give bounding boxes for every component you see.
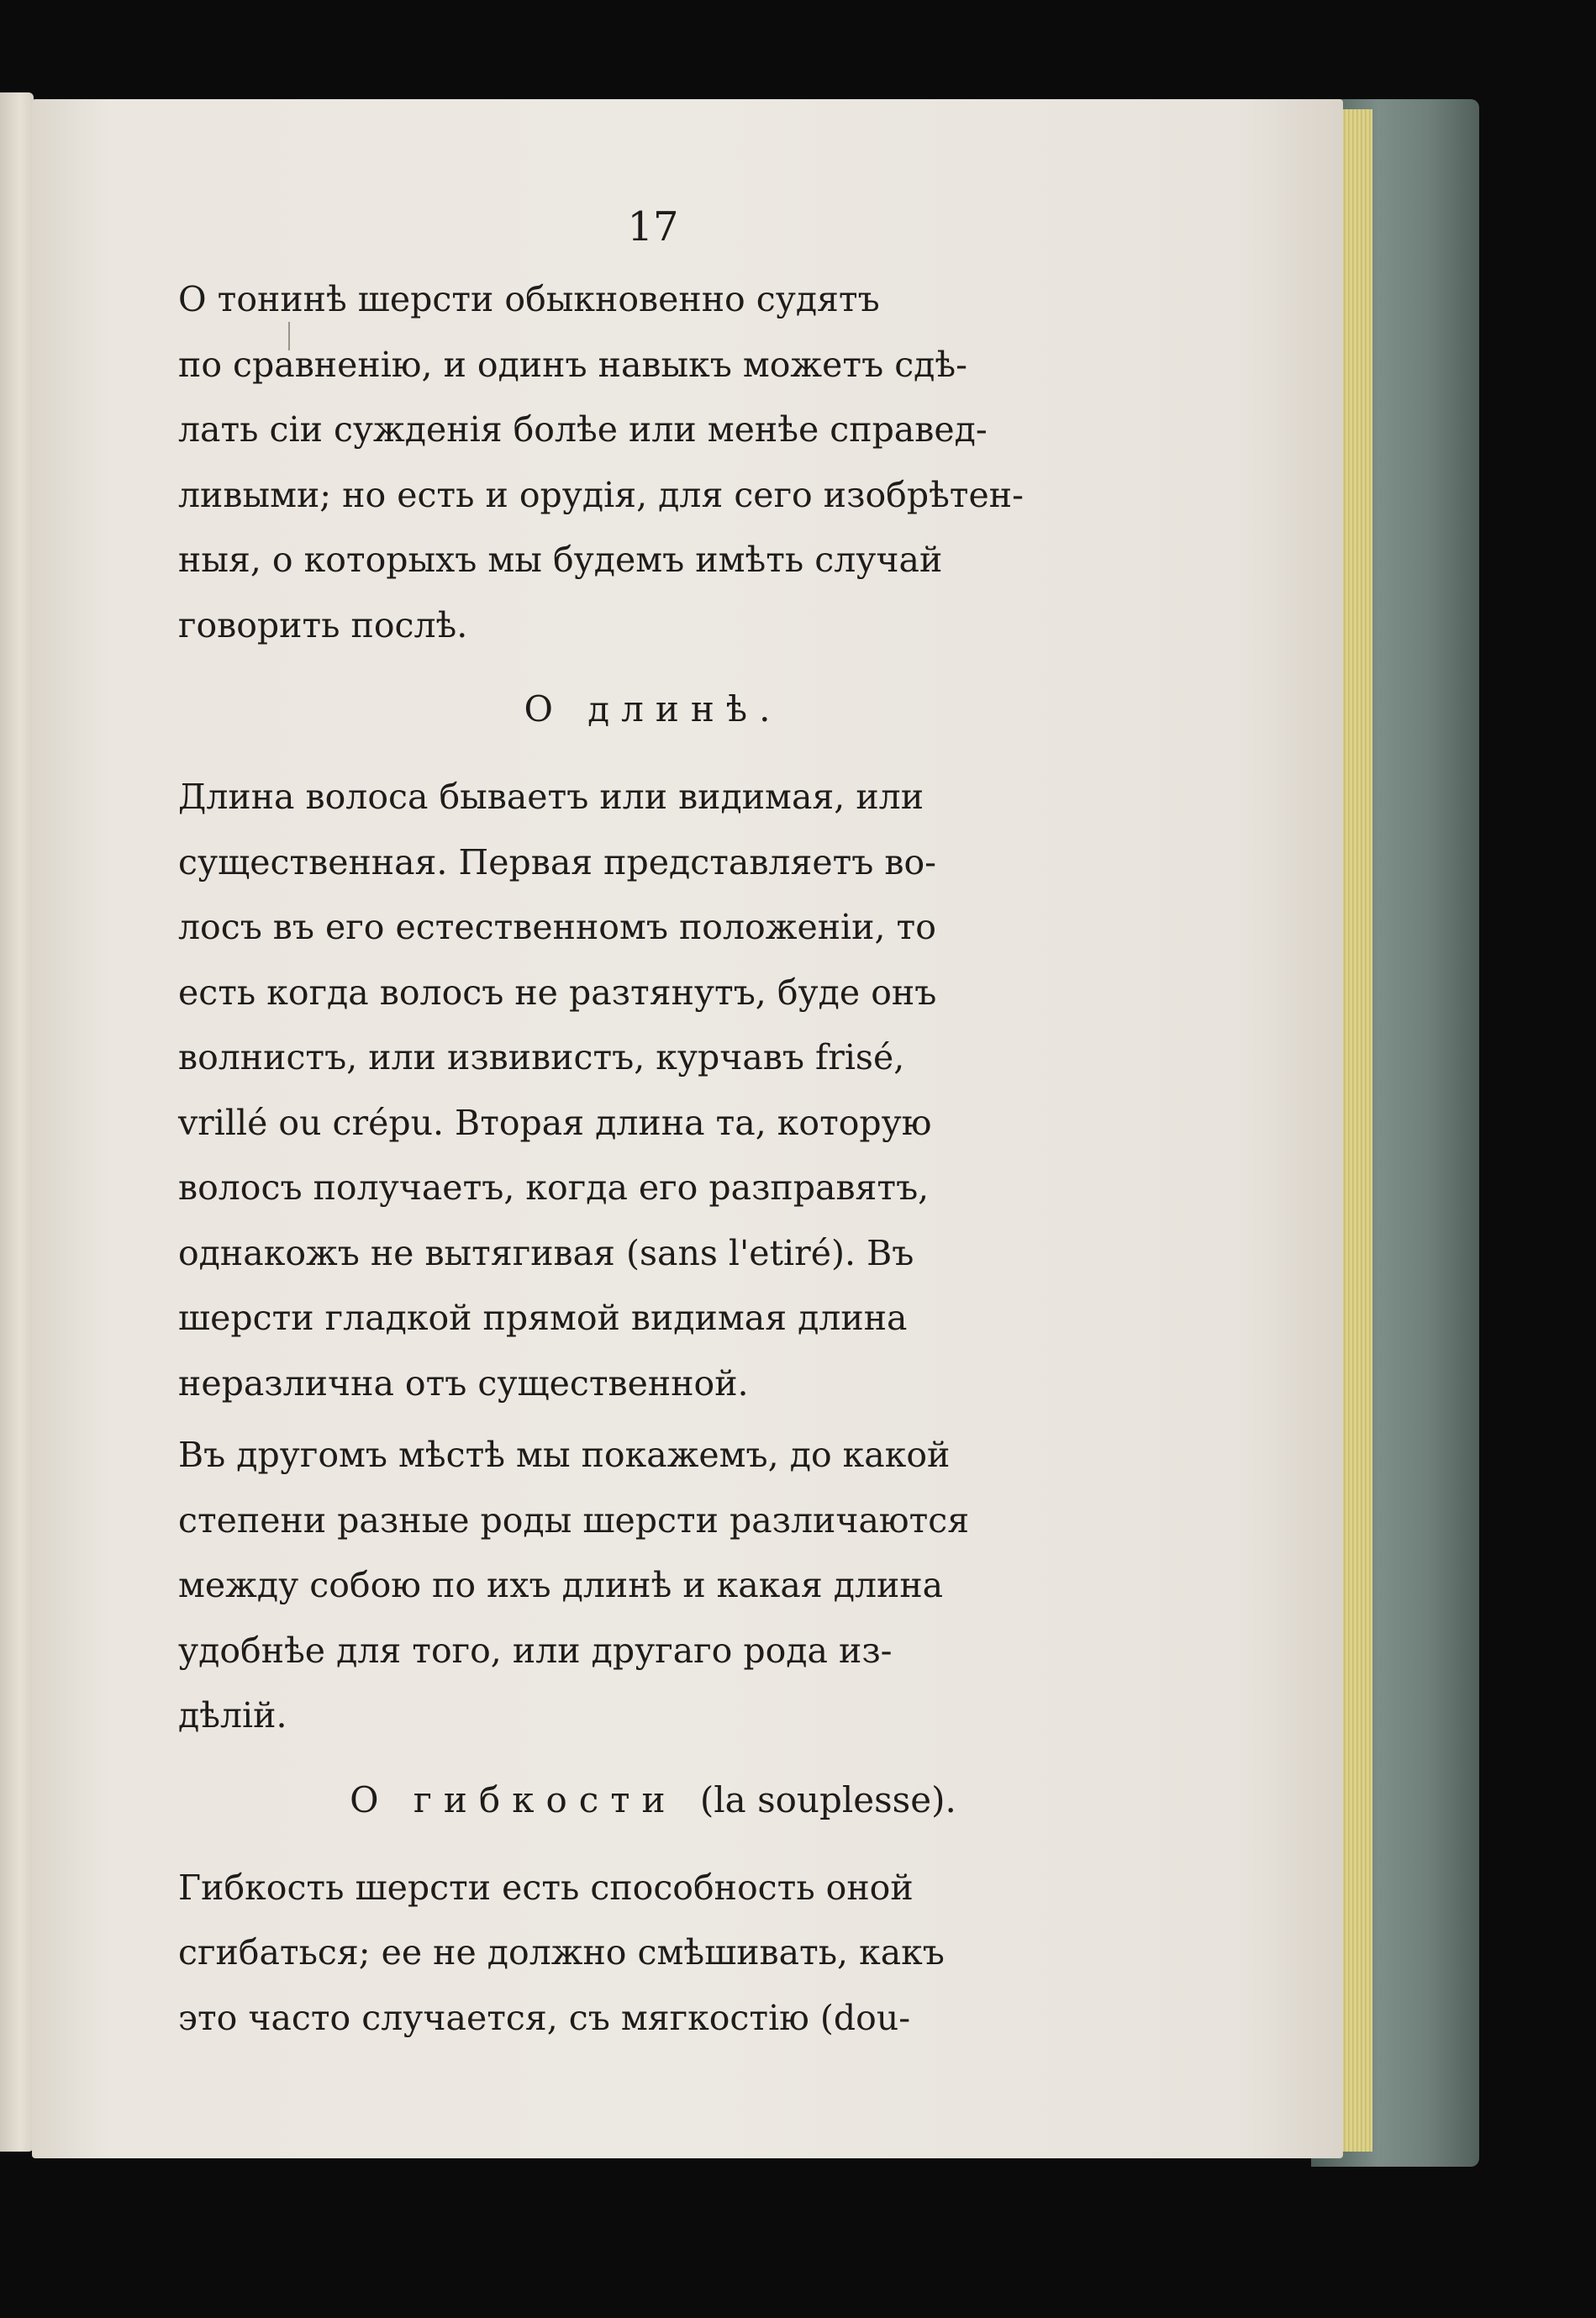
text-line: лосъ въ его естественномъ положеніи, то xyxy=(178,907,936,947)
page-content xyxy=(178,202,1128,2051)
text-line: говорить послѣ. xyxy=(178,604,468,645)
text-line: О тонинѣ шерсти обыкновенно судятъ xyxy=(178,279,880,319)
text-line: сгибаться; ее не должно смѣшивать, какъ xyxy=(178,1932,945,1973)
paragraph xyxy=(178,1856,1128,2052)
text-line: Длина волоса бываетъ или видимая, или xyxy=(178,777,924,817)
text-line: степени разные роды шерсти различаются xyxy=(178,1499,970,1541)
section-heading xyxy=(178,677,1128,741)
text-line: волосъ получаетъ, когда его разправятъ, xyxy=(178,1167,930,1208)
heading-text: О гибкости xyxy=(350,1778,677,1820)
text-line: шерсти гладкой прямой видимая длина xyxy=(178,1298,908,1338)
text-line: Гибкость шерсти есть способность оной xyxy=(178,1867,914,1908)
heading-text: О длинѣ. xyxy=(524,688,782,730)
text-line: vrillé ou crépu. Вторая длина та, которую xyxy=(178,1102,932,1143)
text-line: неразлична отъ существенной. xyxy=(178,1362,749,1404)
section-heading xyxy=(178,1767,1128,1832)
text-line: есть когда волосъ не разтянутъ, буде онъ xyxy=(178,972,937,1013)
text-line: между собою по ихъ длинѣ и какая длина xyxy=(178,1565,944,1605)
text-line: существенная. Первая представляетъ во- xyxy=(178,841,937,882)
text-line: волнистъ, или извивистъ, курчавъ frisé, xyxy=(178,1037,905,1077)
text-line: ныя, о которыхъ мы будемъ имѣть случай xyxy=(178,540,943,580)
text-line: однакожъ не вытягивая (sans l'etiré). Въ xyxy=(178,1232,914,1273)
paragraph xyxy=(178,765,1128,1416)
text-line: дѣлій. xyxy=(178,1695,287,1736)
paragraph xyxy=(178,1423,1128,1749)
text-line: ливыми; но есть и орудія, для сего изобрѣтен- xyxy=(178,474,1024,515)
text-line: удобнѣе для того, или другаго рода из- xyxy=(178,1630,893,1671)
heading-suffix: (la souplesse). xyxy=(699,1778,956,1820)
text-line: по сравненію, и одинъ навыкъ можетъ сдѣ- xyxy=(178,344,967,385)
left-page-edge xyxy=(0,92,34,2152)
text-line: лать сіи сужденія болѣе или менѣе справед- xyxy=(178,409,988,450)
paragraph xyxy=(178,267,1128,658)
page-number: 17 xyxy=(627,203,679,250)
text-line: Въ другомъ мѣстѣ мы покажемъ, до какой xyxy=(178,1435,951,1475)
text-line: это часто случается, съ мягкостію (dou- xyxy=(178,1997,911,2038)
